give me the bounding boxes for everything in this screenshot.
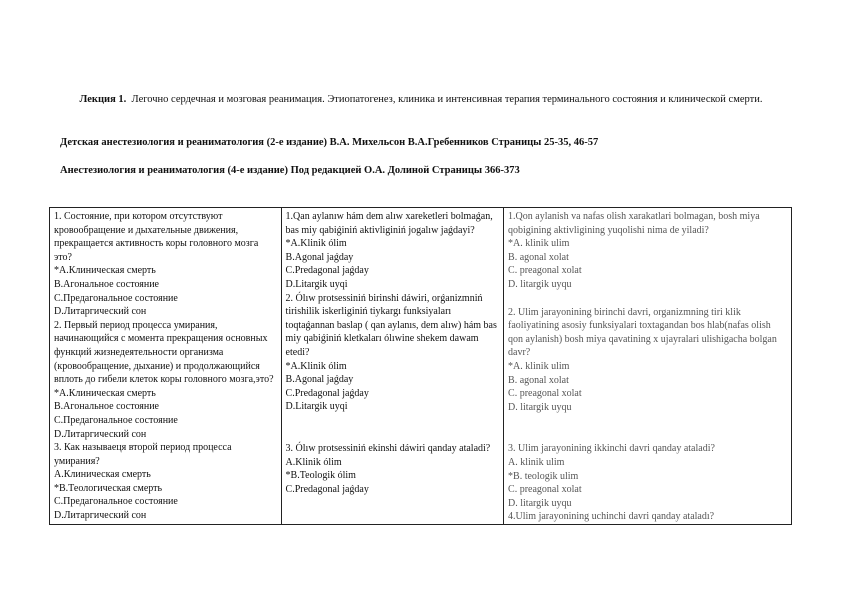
- answer-option: C.Predagonal jaǵday: [285, 265, 369, 277]
- question-text: 3. Как называеця второй период процесса умирания?: [54, 442, 232, 467]
- lecture-heading: [60, 92, 782, 107]
- spacer: [508, 414, 787, 428]
- answer-option: C.Predagonal jaǵday: [285, 387, 369, 399]
- reference-2: Анестезиология и реаниматология (4-е издание) Под редакцией О.А. Долиной Страницы 366-373: [60, 165, 520, 176]
- answer-option: C. preagonal xolat: [508, 388, 582, 400]
- answer-option: С.Предагональное состояние: [54, 414, 178, 426]
- answer-option: A. klinik ulim: [508, 456, 565, 468]
- answer-option: B. agonal xolat: [508, 374, 569, 386]
- question-text: 1.Qan aylanıw hám dem alıw xareketleri bolmaǵan, bas miy qabiǵiniń aktivliginiń jogalıw jaǵdayi?: [285, 211, 493, 236]
- question-text: 3. Ólıw protsessiniń ekinshi dáwiri qanday ataladi?: [285, 442, 491, 454]
- answer-option: D.Litargik uyqi: [285, 278, 348, 290]
- reference-1: Детская анестезиология и реаниматология (2-е издание) В.А. Михельсон В.А.Гребенников Страницы 25-35, 46-57: [60, 137, 599, 148]
- answer-option: *A.Klinik ólim: [285, 360, 347, 372]
- question-text: 1.Qon aylanish va nafas olish xarakatlari bolmagan, bosh miya qobigining aktivligining yuqolishi nima de yiladi?: [508, 211, 760, 236]
- answer-option: D.Litargik uyqi: [285, 401, 348, 413]
- answer-option: A.Klinik ólim: [285, 456, 342, 468]
- answer-option: *B. teologik ulim: [508, 470, 579, 482]
- questions-table: [49, 207, 792, 525]
- spacer: [286, 428, 499, 442]
- answer-option: D. litargik uyqu: [508, 497, 572, 509]
- answer-option: D.Литаргический сон: [54, 306, 147, 318]
- answer-option: B.Agonal jaǵday: [285, 374, 354, 386]
- answer-option: *A. klinik ulim: [508, 360, 570, 372]
- answer-option: *A. klinik ulim: [508, 238, 570, 250]
- question-text: 2. Ulim jarayonining birinchi davri, organizmning tiri klik faoliyatining asosiy funksiyalari toxtagandan bos hlab(nafas olish qon aylanish) bosh miya qavatining x ujayralari ulishigacha bolgan davr?: [508, 306, 777, 359]
- answer-option: В.Агональное состояние: [54, 278, 159, 290]
- answer-option: B. agonal xolat: [508, 251, 569, 263]
- answer-option: D.Литаргический сон: [54, 428, 147, 440]
- answer-option: D. litargik uyqu: [508, 401, 572, 413]
- answer-option: C. preagonal xolat: [508, 265, 582, 277]
- answer-option: А.Клиническая смерть: [54, 469, 151, 481]
- spacer: [508, 428, 787, 442]
- answer-option: В.Агональное состояние: [54, 401, 159, 413]
- answer-option: B.Agonal jaǵday: [285, 251, 354, 263]
- spacer: [286, 414, 499, 428]
- answer-option: С.Предагональное состояние: [54, 496, 178, 508]
- table-row: [50, 208, 792, 525]
- answer-option: D.Литаргический сон: [54, 510, 147, 522]
- column-karakalpak: [281, 208, 503, 525]
- answer-option: *В.Теологическая смерть: [54, 482, 163, 494]
- answer-option: С.Предагональное состояние: [54, 292, 178, 304]
- question-text: 3. Ulim jarayonining ikkinchi davri qanday ataladi?: [508, 443, 715, 455]
- answer-option: *А.Клиническая смерть: [54, 387, 156, 399]
- answer-option: C. preagonal xolat: [508, 484, 582, 496]
- question-text: 1. Состояние, при котором отсутствуют кровообращение и дыхательные движения, прекращается активность коры головного мозга это?: [54, 211, 259, 263]
- answer-option: D. litargik uyqu: [508, 278, 572, 290]
- answer-option: *B.Teologik ólim: [285, 470, 356, 482]
- column-uzbek: [504, 208, 792, 525]
- lecture-title: Легочно сердечная и мозговая реанимация. Этиопатогенез, клиника и интенсивная терапия терминального состояния и клинической смерти.: [131, 94, 763, 105]
- column-russian: [50, 208, 282, 525]
- lecture-label: Лекция 1.: [79, 94, 127, 105]
- question-text: 2. Ólıw protsessiniń birinshi dáwiri, orǵanizmniń tirishilik iskerliginiń tiykargı funksiyaları toqtaǵannan baslap ( qan aylanıs, dem alıw) hám bas miy qabiǵiniń kletkaları ólıwine shekem dawam etedi?: [285, 292, 497, 358]
- answer-option: *А.Клиническая смерть: [54, 265, 156, 277]
- question-text: 2. Первый период процесса умирания, начинающийся с момента прекращения основных функций жизнедеятельности организма (кровообращение, дыхание) и продолжающийся вплоть до гибели клеток коры головного мозга,это?: [54, 319, 274, 386]
- answer-option: *A.Klinik ólim: [285, 238, 347, 250]
- spacer: [508, 292, 787, 306]
- answer-option: C.Predagonal jaǵday: [285, 483, 369, 495]
- next-question-text: 4.Ulim jarayonining uchinchi davri qanday ataladı?: [508, 511, 715, 523]
